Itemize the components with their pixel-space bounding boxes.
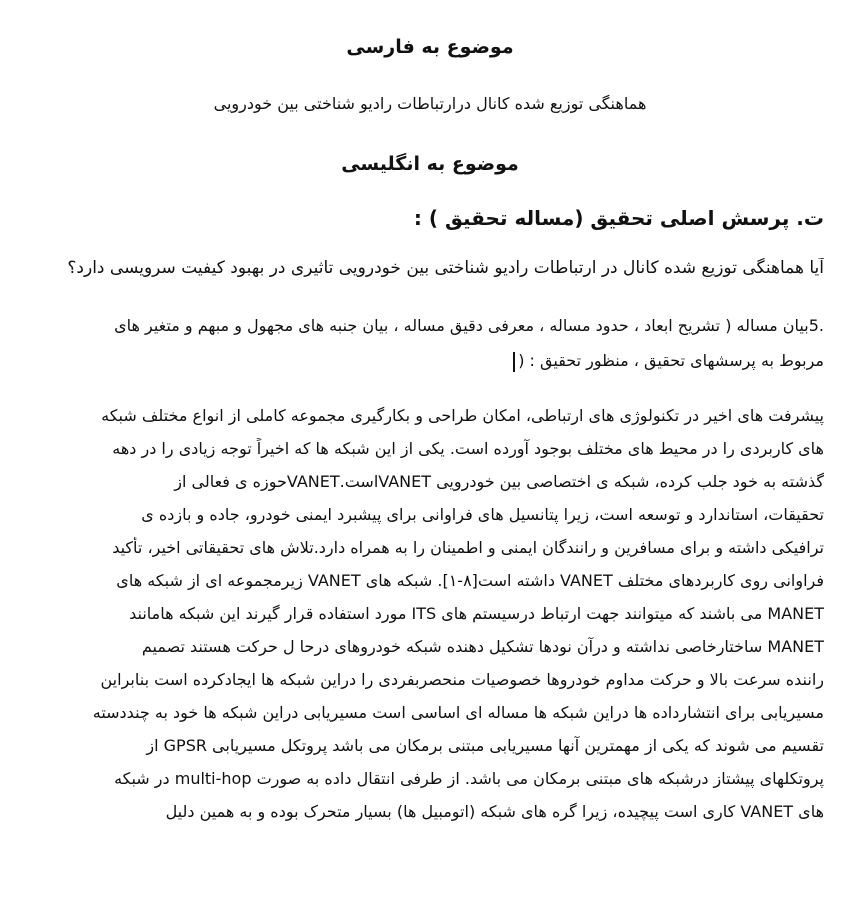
- body-line: های VANET کاری است پیچیده، زیرا گره های شبکه (اتومبیل ها) بسیار متحرک بوده و به همین دلیل: [165, 802, 824, 821]
- english-title-heading: موضوع به انگلیسی: [341, 153, 519, 175]
- body-line: تقسیم می شوند که یکی از مهمترین آنها مسیریابی مبتنی برمکان می باشد پروتکل مسیریابی GPSR از: [146, 736, 824, 755]
- problem-statement-text: مربوط به پرسشهای تحقیق ، منظور تحقیق : (: [518, 351, 824, 370]
- body-line: های کاربردی را در محیط های مختلف بوجود آورده است. یکی از این شبکه ها که اخیراً توجه زیادی را در دهه: [112, 439, 824, 458]
- body-line: MANET می باشند که میتوانند جهت ارتباط درسیستم های ITS مورد استفاده قرار گیرند این شبکه هامانند: [129, 604, 824, 623]
- persian-subject-text: هماهنگی توزیع شده کانال درارتباطات رادیو شناختی بین خودرویی: [213, 94, 647, 113]
- body-line: تحقیقات، استاندارد و توسعه است، زیرا پتانسیل های فراوانی برای پیشبرد ایمنی خودرو، جاده و بازده ی: [141, 505, 824, 524]
- body-line: راننده سرعت بالا و حرکت مداوم خودروها خصوصیات منحصربفردی را دراین شبکه ها ایجادکرده است بنابراین: [100, 670, 824, 689]
- body-line: MANET ساختارخاصی نداشته و درآن نودها تشکیل دهنده شبکه خودروهای درحا ل حرکت هستند تصمیم: [141, 637, 824, 656]
- problem-statement-line: [38, 350, 824, 372]
- research-question-heading: ت. پرسش اصلی تحقیق (مساله تحقیق ) :: [413, 206, 824, 230]
- body-line: ترافیکی داشته و برای مسافرین و رانندگان ایمنی و اطمینان را به همراه دارد.تلاش های تحقیقاتی اخیر، تأکید: [112, 538, 824, 557]
- body-line: پیشرفت های اخیر در تکنولوژی های ارتباطی، امکان طراحی و بکارگیری مجموعه کاملی از انواع مختلف شبکه: [101, 406, 824, 425]
- body-line: مسیریابی برای انتشارداده ها دراین شبکه ها مساله ای اساسی است مسیریابی دراین شبکه ها خود به چنددسته: [92, 703, 824, 722]
- text-cursor: [513, 352, 515, 372]
- research-question-text: آیا هماهنگی توزیع شده کانال در ارتباطات رادیو شناختی بین خودرویی تاثیری در بهبود کیفیت سرویسی دارد؟: [67, 258, 824, 278]
- body-line: گذشته به خود جلب کرده، شبکه ی اختصاصی بین خودرویی VANETاست.VANETحوزه ی فعالی از: [174, 472, 824, 491]
- body-line: پروتکلهای پیشتاز درشبکه های مبتنی برمکان می باشد. از طرفی انتقال داده به صورت multi-hop در شبکه: [114, 769, 824, 788]
- problem-statement-line: .5بیان مساله ( تشریح ابعاد ، حدود مساله ، معرفی دقیق مساله ، بیان جنبه های مجهول و مبهم و متغیر های: [114, 316, 824, 335]
- persian-title-heading: موضوع به فارسی: [346, 36, 514, 58]
- body-line: فراوانی روی کاربردهای مختلف VANET داشته است[۸-۱]. شبکه های VANET زیرمجموعه ای از شبکه های: [116, 571, 824, 590]
